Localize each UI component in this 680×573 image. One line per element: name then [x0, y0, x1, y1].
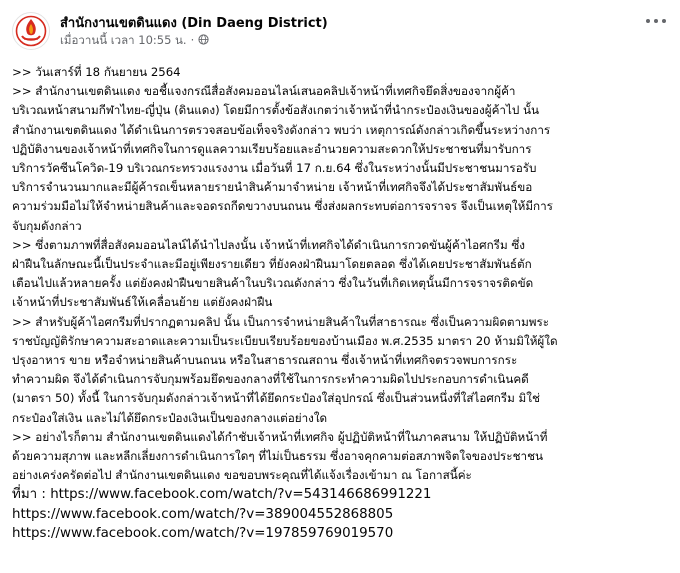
source-link-1[interactable]: ที่มา : https://www.facebook.com/watch/?v=543146686991221 [12, 487, 432, 503]
district-logo-icon [15, 15, 47, 47]
text-line: อย่างเคร่งครัดต่อไป สำนักงานเขตดินแดง ขอขอบพระคุณที่ได้แจ้งเรื่องเข้ามา ณ โอกาสนี้ค่ะ [12, 468, 472, 483]
text-line: >> สำนักงานเขตดินแดง ขอชี้แจงกรณีสื่อสังคมออนไลน์เสนอคลิปเจ้าหน้าที่เทศกิจยึดสิ่งของจากผู้ค้า [12, 84, 516, 99]
text-line: >> อย่างไรก็ตาม สำนักงานเขตดินแดงได้กำชับเจ้าหน้าที่เทศกิจ ผู้ปฏิบัติหน้าที่ในภาคสนาม ให้ปฏิบัติหน้าที่ [12, 429, 548, 444]
text-line: ด้วยความสุภาพ และหลีกเลี่ยงการดำเนินการใดๆ ที่ไม่เป็นธรรม ซึ่งอาจคุกคามต่อสภาพจิตใจของประชาชน [12, 449, 544, 464]
text-line: บริการจำนวนมากและมีผู้ค้ารถเข็นหลายรายนำสินค้ามาจำหน่าย เจ้าหน้าที่เทศกิจจึงได้ประชาสัมพันธ์ขอ [12, 180, 533, 195]
source-links [12, 485, 670, 544]
text-line: ปฏิบัติงานของเจ้าหน้าที่เทศกิจในการดูแลความเรียบร้อยและอำนวยความสะดวกให้ประชาชนที่มารับการ [12, 141, 532, 156]
text-line: จับกุมดังกล่าว [12, 218, 82, 233]
text-line: บริการวัคซีนโควิด-19 บริเวณกระทรวงแรงงาน เมื่อวันที่ 17 ก.ย.64 ซึ่งในระหว่างนั้นมีประชาชนมารอรับ [12, 161, 537, 176]
text-line: เตือนไปแล้วหลายครั้ง แต่ยังคงฝ่าฝืนขายสินค้าในบริเวณดังกล่าว ซึ่งในวันที่เกิดเหตุนั้นมีการจราจรติดขัด [12, 276, 534, 291]
more-options-icon[interactable] [646, 14, 666, 28]
text-line: >> ซึ่งตามภาพที่สื่อสังคมออนไลน์ได้นำไปลงนั้น เจ้าหน้าที่เทศกิจได้ดำเนินการกวดขันผู้ค้าไอศกรีม ซึ่ง [12, 237, 526, 252]
timestamp-text[interactable]: เมื่อวานนี้ เวลา 10:55 น. [60, 32, 187, 47]
source-link-2[interactable]: https://www.facebook.com/watch/?v=389004552868805 [12, 506, 394, 522]
paragraph-conclusion [12, 428, 670, 486]
text-line: ทำความผิด จึงได้ดำเนินการจับกุมพร้อมยึดของกลางที่ใช้ในการกระทำความผิดไปประกอบการดำเนินคดี [12, 372, 529, 387]
text-line: >> วันเสาร์ที่ 18 กันยายน 2564 [12, 65, 181, 79]
page-name-link[interactable]: สำนักงานเขตดินแดง (Din Daeng District) [60, 15, 328, 31]
text-line: ราชบัญญัติรักษาความสะอาดและความเป็นระเบียบเรียบร้อยของบ้านเมือง พ.ศ.2535 มาตรา 20 ห้ามมิให้ผู้ใด [12, 333, 558, 348]
text-line: ความร่วมมือไม่ให้จำหน่ายสินค้าและจอดรถกีดขวางบนถนน ซึ่งส่งผลกระทบต่อการจราจร จึงเป็นเหตุให้มีการ [12, 199, 553, 214]
post-meta [60, 15, 328, 48]
text-line: >> สำหรับผู้ค้าไอศกรีมที่ปรากฏตามคลิป นั้น เป็นการจำหน่ายสินค้าในที่สาธารณะ ซึ่งเป็นความผิดตามพระ [12, 314, 550, 329]
source-link-3[interactable]: https://www.facebook.com/watch/?v=197859769019570 [12, 526, 394, 542]
text-line: เจ้าหน้าที่ประชาสัมพันธ์ให้เคลื่อนย้าย แต่ยังคงฝ่าฝืน [12, 295, 273, 310]
paragraph-clarification [12, 82, 670, 236]
post-header [10, 8, 670, 54]
globe-icon[interactable] [198, 34, 209, 45]
text-line: สำนักงานเขตดินแดง ได้ดำเนินการตรวจสอบข้อเท็จจริงดังกล่าว พบว่า เหตุการณ์ดังกล่าวเกิดขึ้นระหว่างการ [12, 122, 551, 137]
text-line: บริเวณหน้าสนามกีฬาไทย-ญี่ปุ่น (ดินแดง) โดยมีการตั้งข้อสังเกตว่าเจ้าหน้าที่นำกระป๋องเงินของผู้ค้าไป นั้น [12, 103, 539, 118]
paragraph-legal [12, 313, 670, 428]
paragraph-ice-cream-vendor [12, 236, 670, 313]
text-line: (มาตรา 50) ทั้งนี้ ในการจับกุมดังกล่าวเจ้าหน้าที่ได้ยึดกระป๋องใส่อุปกรณ์ ซึ่งเป็นส่วนหนึ่งที่ใส่ไอศกรีม มิใช่ [12, 391, 540, 406]
paragraph-date [12, 63, 670, 82]
text-line: กระป๋องใส่เงิน และไม่ได้ยึดกระป๋องเงินเป็นของกลางแต่อย่างใด [12, 410, 328, 425]
post-timestamp[interactable] [60, 32, 328, 48]
text-line: ฝ่าฝืนในลักษณะนี้เป็นประจำและมีอยู่เพียงรายเดียว ที่ยังคงฝ่าฝืนมาโดยตลอด ซึ่งได้เคยประชาสัมพันธ์ตัก [12, 257, 532, 272]
separator-dot: · [190, 32, 195, 47]
text-line: ปรุงอาหาร ขาย หรือจำหน่ายสินค้าบนถนน หรือในสาธารณสถาน ซึ่งเจ้าหน้าที่เทศกิจตรวจพบการกระ [12, 353, 518, 368]
post-body [10, 63, 670, 544]
page-avatar[interactable] [12, 12, 50, 50]
